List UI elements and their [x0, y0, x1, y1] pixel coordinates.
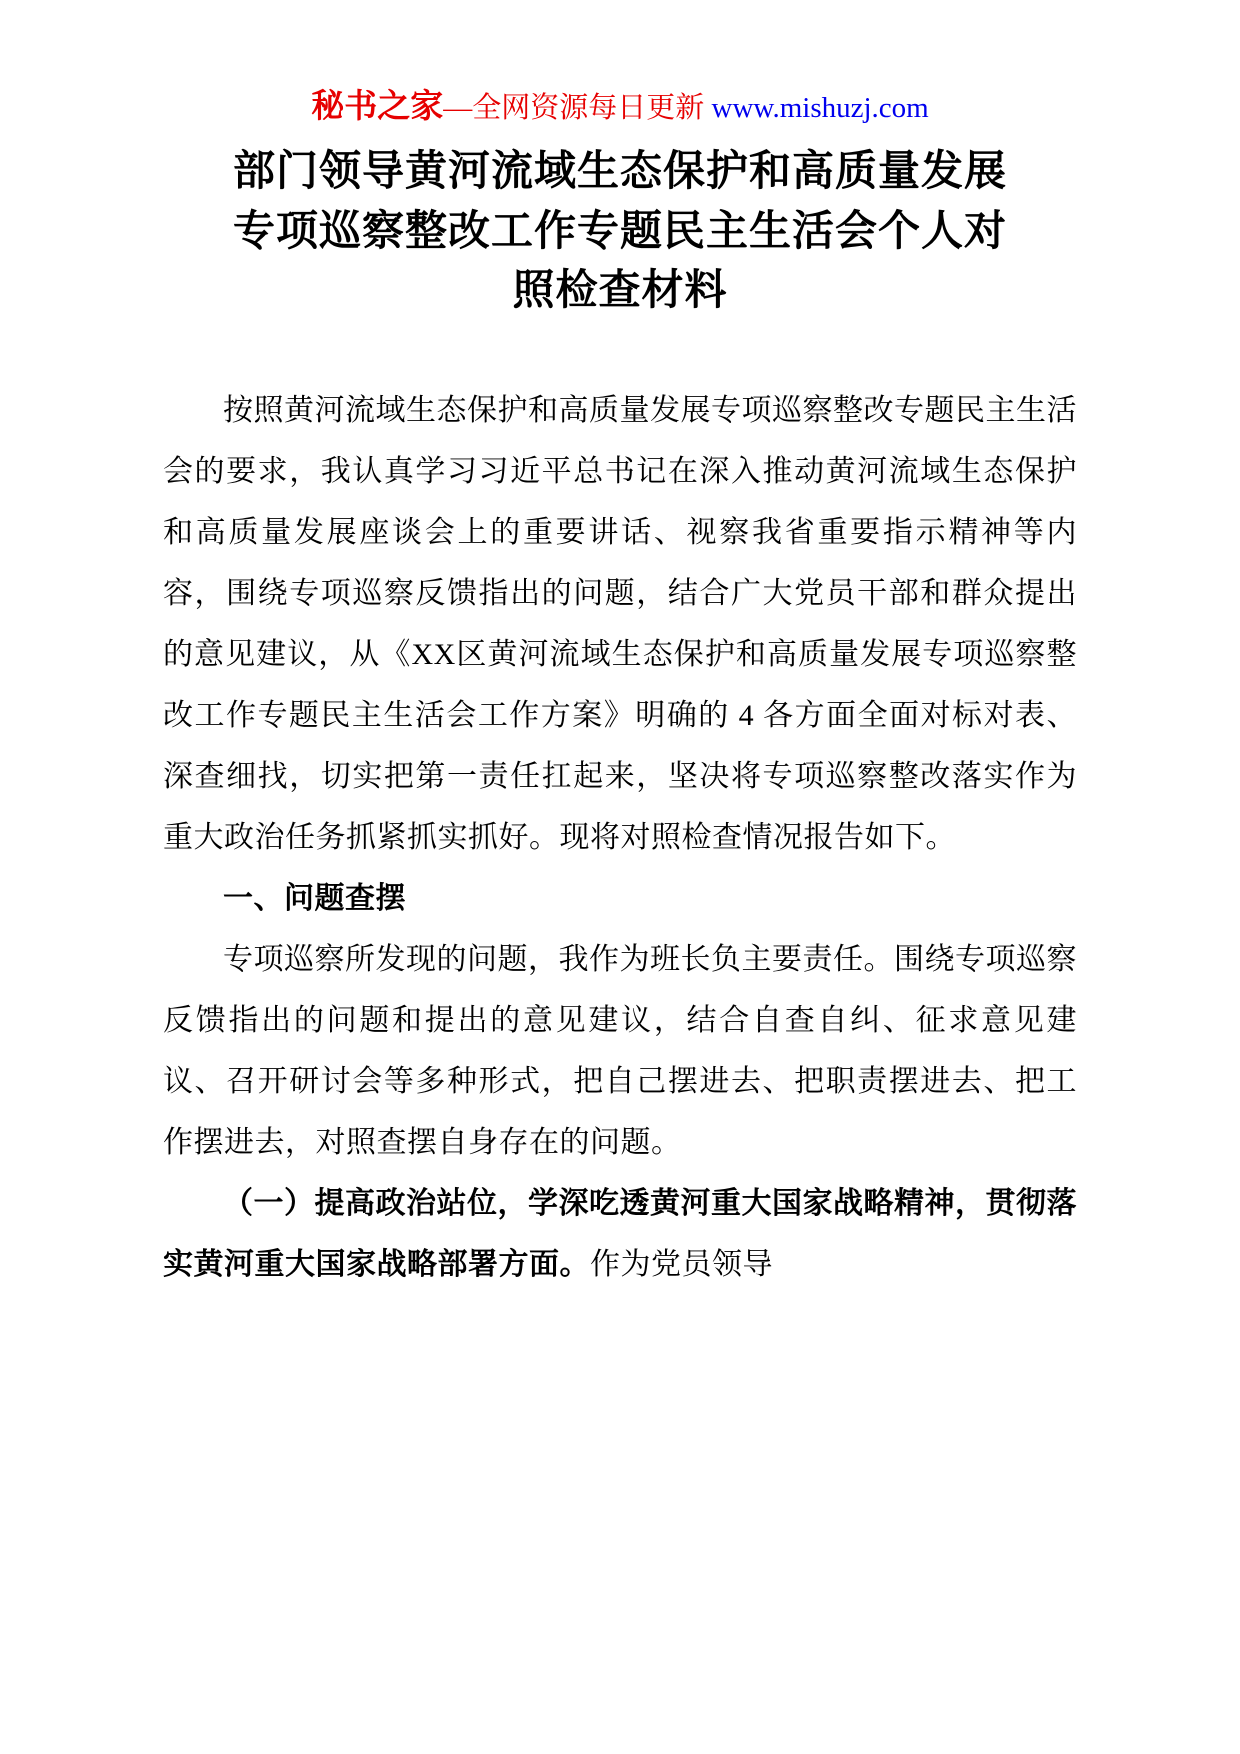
site-name: 秘书之家 — [311, 89, 444, 125]
site-tagline: —全网资源每日更新 — [443, 92, 712, 124]
site-header — [163, 86, 1077, 129]
document-title: 部门领导黄河流域生态保护和高质量发展专项巡察整改工作专题民主生活会个人对照检查材料 — [232, 148, 1007, 315]
body-paragraph-2: 专项巡察所发现的问题，我作为班长负主要责任。围绕专项巡察反馈指出的问题和提出的意见建议，结合自查自纠、征求意见建议、召开研讨会等多种形式，把自己摆进去、把职责摆进去、把工作摆进去，对照查摆自身存在的问题。 — [163, 942, 1077, 1159]
section-heading-1: 一、问题查摆 — [223, 881, 406, 915]
body-paragraph-3 — [163, 1173, 1077, 1295]
body-paragraph-1: 按照黄河流域生态保护和高质量发展专项巡察整改专题民主生活会的要求，我认真学习习近平总书记在深入推动黄河流域生态保护和高质量发展座谈会上的重要讲话、视察我省重要指示精神等内容，围绕专项巡察反馈指出的问题，结合广大党员干部和群众提出的意见建议，从《XX区黄河流域生态保护和高质量发展专项巡察整改工作专题民主生活会工作方案》明确的 4 各方面全面对标对表、深查细找，切实把第一责任扛起来，坚决将专项巡察整改落实作为重大政治任务抓紧抓实抓好。现将对照检查情况报告如下。 — [163, 393, 1077, 854]
paragraph-3-rest: 作为党员领导 — [590, 1247, 773, 1281]
paragraph-3-bold-lead: （一）提高政治站位，学深吃透黄河重大国家战略精神，贯彻落实黄河重大国家战略部署方面。 — [163, 1186, 1077, 1281]
site-url-link[interactable]: www.mishuzj.com — [711, 92, 929, 124]
